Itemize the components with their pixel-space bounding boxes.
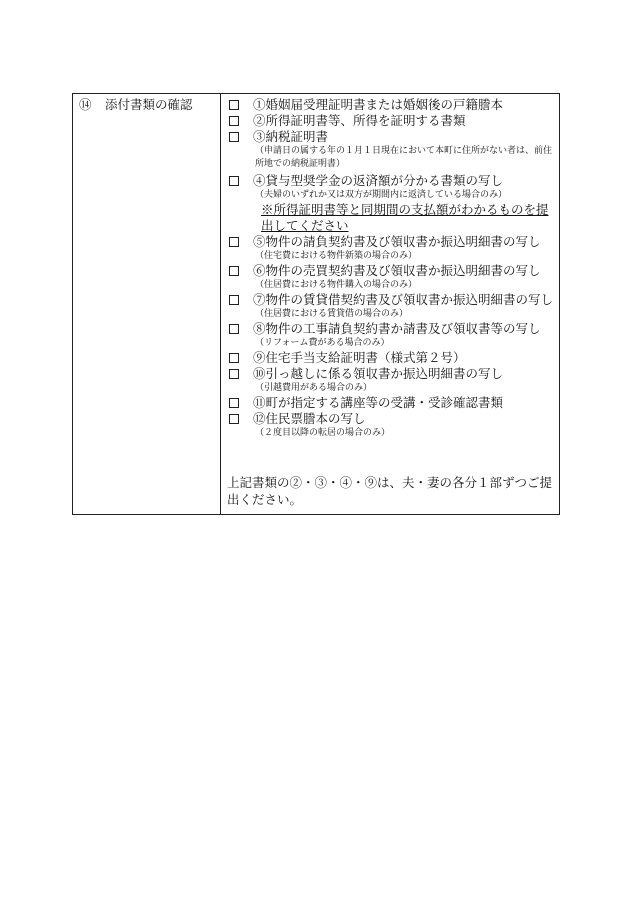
- checkbox[interactable]: [229, 353, 239, 363]
- checklist: [221, 94, 559, 514]
- item-label: ⑩引っ越しに係る領収書か振込明細書の写し: [253, 366, 504, 381]
- list-item: [227, 350, 555, 366]
- list-item: [227, 97, 555, 113]
- list-item: [227, 173, 555, 234]
- checkbox[interactable]: [229, 237, 239, 247]
- item-note: （夫婦のいずれか又は双方が期間内に返済している場合のみ）: [255, 190, 508, 200]
- list-item: [227, 234, 555, 263]
- checkbox[interactable]: [229, 369, 239, 379]
- item-label: ⑫住民票謄本の写し: [253, 411, 366, 426]
- checkbox[interactable]: [229, 100, 239, 110]
- table-row: [73, 94, 560, 515]
- attachment-checklist-table: [72, 93, 560, 515]
- row-header: [73, 94, 220, 113]
- checkbox[interactable]: [229, 176, 239, 186]
- item-label: ③納税証明書: [253, 129, 329, 144]
- checkbox[interactable]: [229, 266, 239, 276]
- item-label: ④貸与型奨学金の返済額が分かる書類の写し: [253, 173, 504, 188]
- checkbox[interactable]: [229, 132, 239, 142]
- item-note: （住宅費における物件新築の場合のみ）: [255, 251, 418, 261]
- item-label: ①婚姻届受理証明書または婚姻後の戸籍謄本: [253, 97, 504, 112]
- row-title: 添付書類の確認: [105, 97, 193, 112]
- checkbox[interactable]: [229, 324, 239, 334]
- checkbox[interactable]: [229, 398, 239, 408]
- list-item: [227, 292, 555, 321]
- row-number: ⑭: [79, 97, 92, 112]
- item-note: （住居費における物件購入の場合のみ）: [255, 280, 418, 290]
- item-label: ⑥物件の売買契約書及び領収書か振込明細書の写し: [253, 263, 541, 278]
- item-note: （２度目以降の転居の場合のみ）: [255, 428, 391, 438]
- item-note: （引越費用がある場合のみ）: [255, 383, 373, 393]
- item-label: ⑧物件の工事請負契約書か請書及び領収書等の写し: [253, 321, 541, 336]
- list-item: [227, 411, 555, 440]
- item-label: ⑦物件の賃貸借契約書及び領収書か振込明細書の写し: [253, 292, 554, 307]
- list-item: [227, 113, 555, 129]
- checklist-cell: [221, 94, 560, 515]
- checkbox[interactable]: [229, 116, 239, 126]
- item-note: （申請日の属する年の１月１日現在において本町に住所がない者は、前住所地での納税証明書）: [255, 146, 553, 169]
- item-label: ②所得証明書等、所得を証明する書類: [253, 113, 466, 128]
- item-note: （住居費における賃貸借の場合のみ）: [255, 309, 409, 319]
- item-note: （リフォーム費がある場合のみ）: [255, 338, 390, 348]
- footer-instruction: 上記書類の②・③・④・⑨は、夫・妻の各分１部ずつご提出ください。: [227, 475, 553, 507]
- emphasis-note: ※所得証明書等と同期間の支払額がわかるものを提出してください: [261, 202, 549, 233]
- checkbox[interactable]: [229, 414, 239, 424]
- item-label: ⑨住宅手当支給証明書（様式第２号）: [253, 350, 466, 365]
- item-label: ⑪町が指定する講座等の受講・受診確認書類: [253, 395, 504, 410]
- checkbox[interactable]: [229, 295, 239, 305]
- item-label: ⑤物件の請負契約書及び領収書か振込明細書の写し: [253, 234, 541, 249]
- list-item: [227, 366, 555, 395]
- row-header-cell: [73, 94, 221, 515]
- list-item: [227, 395, 555, 411]
- list-item: [227, 263, 555, 292]
- list-item: [227, 321, 555, 350]
- list-item: [227, 129, 555, 173]
